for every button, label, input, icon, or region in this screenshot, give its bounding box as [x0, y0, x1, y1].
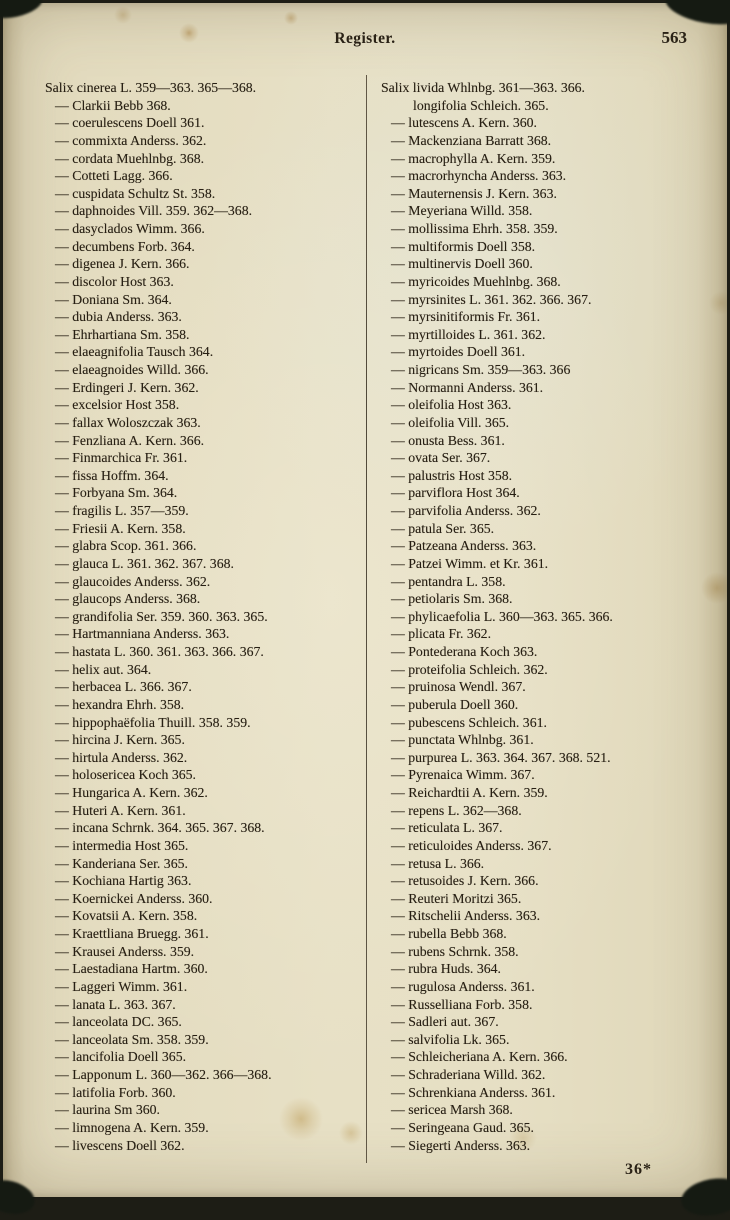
index-entry: — lancifolia Doell 365.: [55, 1049, 187, 1065]
index-entry: — ovata Ser. 367.: [391, 450, 491, 466]
index-entry: — Siegerti Anderss. 363.: [391, 1137, 531, 1153]
index-entry: — Fenzliana A. Kern. 366.: [55, 432, 205, 448]
index-entry: — holosericea Koch 365.: [55, 767, 196, 783]
scan-corner-artifact: [0, 0, 45, 23]
index-entry: — livescens Doell 362.: [55, 1137, 185, 1153]
index-entry: — discolor Host 363.: [55, 273, 174, 289]
scan-corner-artifact: [663, 0, 730, 30]
page-header-row: [3, 30, 727, 48]
index-entry: — Pontederana Koch 363.: [391, 644, 538, 659]
index-entry: — Mackenziana Barratt 368.: [391, 132, 552, 148]
index-entry: — Reuteri Moritzi 365.: [391, 890, 522, 906]
index-entry: — phylicaefolia L. 360—363. 365. 366.: [391, 608, 613, 624]
index-entry: — glabra Scop. 361. 366.: [55, 538, 197, 554]
index-entry: — myricoides Muehlnbg. 368.: [391, 273, 561, 289]
index-entry: — Lapponum L. 360—362. 366—368.: [55, 1067, 272, 1082]
index-entry: — macrorhyncha Anderss. 363.: [391, 168, 567, 184]
index-entry: — repens L. 362—368.: [391, 802, 522, 818]
index-entry: — proteifolia Schleich. 362.: [391, 661, 548, 677]
index-entry: longifolia Schleich. 365.: [413, 97, 549, 113]
printer-signature-mark: 36*: [625, 1161, 652, 1178]
index-entry: — Ehrhartiana Sm. 358.: [55, 326, 190, 342]
index-entry: — intermedia Host 365.: [55, 837, 189, 853]
index-entry: — puberula Doell 360.: [391, 696, 519, 712]
index-entry: — Krausei Anderss. 359.: [55, 943, 195, 959]
index-entry: — Erdingeri J. Kern. 362.: [55, 379, 199, 395]
index-entry: — plicata Fr. 362.: [391, 626, 492, 642]
index-entry: — hippophaëfolia Thuill. 358. 359.: [55, 714, 251, 730]
index-entry: — rubens Schrnk. 358.: [391, 943, 519, 959]
index-entry: — dasyclados Wimm. 366.: [55, 221, 205, 236]
index-entry: — Doniana Sm. 364.: [55, 291, 172, 307]
index-entry: — hastata L. 360. 361. 363. 366. 367.: [55, 644, 264, 659]
index-entry: — Cotteti Lagg. 366.: [55, 168, 173, 184]
index-entry: — latifolia Forb. 360.: [55, 1084, 176, 1100]
index-entry: — herbacea L. 366. 367.: [55, 679, 192, 695]
index-entry: — Huteri A. Kern. 361.: [55, 802, 186, 818]
index-entry: — Mauternensis J. Kern. 363.: [391, 185, 557, 201]
index-entry: — Schleicheriana A. Kern. 366.: [391, 1049, 568, 1065]
index-entry: — Kochiana Hartig 363.: [55, 873, 192, 889]
index-entry: — Laggeri Wimm. 361.: [55, 978, 188, 994]
index-entry: — myrtilloides L. 361. 362.: [391, 326, 546, 342]
index-entry: — Forbyana Sm. 364.: [55, 485, 178, 501]
index-entry: — rubra Huds. 364.: [391, 961, 501, 977]
index-entry: — pubescens Schleich. 361.: [391, 714, 547, 730]
index-entry: — retusa L. 366.: [391, 855, 485, 871]
scan-corner-artifact: [0, 1175, 38, 1219]
index-entry: — hircina J. Kern. 365.: [55, 732, 185, 748]
index-entry: — fissa Hoffm. 364.: [55, 467, 169, 483]
scanned-book-page: [3, 3, 727, 1197]
index-entry: — punctata Whlnbg. 361.: [391, 732, 534, 748]
index-entry: — Friesii A. Kern. 358.: [55, 520, 186, 536]
column-divider-rule: [366, 75, 367, 1163]
index-entry: — myrsinitiformis Fr. 361.: [391, 309, 541, 325]
index-entry: — hexandra Ehrh. 358.: [55, 696, 185, 712]
index-entry: — sericea Marsh 368.: [391, 1102, 513, 1118]
index-entry: — Laestadiana Hartm. 360.: [55, 961, 208, 977]
index-entry: — patula Ser. 365.: [391, 520, 495, 536]
index-entry: — Clarkii Bebb 368.: [55, 97, 171, 113]
index-entry: — onusta Bess. 361.: [391, 432, 505, 448]
index-entry: — limnogena A. Kern. 359.: [55, 1119, 209, 1135]
index-entry: — Normanni Anderss. 361.: [391, 379, 544, 395]
index-entry: — elaeagnifolia Tausch 364.: [55, 344, 214, 360]
index-entry: — hirtula Anderss. 362.: [55, 749, 188, 765]
index-entry: — dubia Anderss. 363.: [55, 309, 182, 325]
index-entry: — excelsior Host 358.: [55, 397, 180, 413]
index-entry: — lutescens A. Kern. 360.: [391, 115, 537, 131]
index-entry: — palustris Host 358.: [391, 467, 513, 483]
index-entry: — decumbens Forb. 364.: [55, 238, 195, 254]
index-entry: Salix cinerea L. 359—363. 365—368.: [45, 80, 257, 95]
index-entry: — macrophylla A. Kern. 359.: [391, 150, 556, 166]
index-entry: — lanceolata DC. 365.: [55, 1014, 182, 1030]
index-entry: — reticulata L. 367.: [391, 820, 503, 836]
index-entry: — Hungarica A. Kern. 362.: [55, 785, 208, 800]
index-entry: — cordata Muehlnbg. 368.: [55, 150, 205, 166]
index-entry: — grandifolia Ser. 359. 360. 363. 365.: [55, 608, 268, 624]
index-entry: — elaeagnoides Willd. 366.: [55, 362, 209, 377]
index-entry: — retusoides J. Kern. 366.: [391, 873, 539, 889]
index-entry: Salix livida Whlnbg. 361—363. 366.: [381, 80, 586, 95]
index-entry: — reticuloides Anderss. 367.: [391, 837, 552, 853]
index-entry: — myrtoides Doell 361.: [391, 344, 526, 360]
index-entry: — mollissima Ehrh. 358. 359.: [391, 221, 558, 236]
index-entry: — salvifolia Lk. 365.: [391, 1031, 510, 1047]
index-entry: — pentandra L. 358.: [391, 573, 506, 589]
index-entry: — helix aut. 364.: [55, 661, 152, 677]
index-entry: — fallax Woloszczak 363.: [55, 414, 201, 430]
index-entry: — Pyrenaica Wimm. 367.: [391, 767, 535, 783]
scan-corner-artifact: [678, 1174, 730, 1220]
index-entry: — Reichardtii A. Kern. 359.: [391, 785, 548, 800]
index-entry: — Hartmanniana Anderss. 363.: [55, 626, 230, 642]
index-entry: — Sadleri aut. 367.: [391, 1014, 499, 1030]
index-entry: — Ritschelii Anderss. 363.: [391, 908, 541, 924]
index-entry: — digenea J. Kern. 366.: [55, 256, 190, 272]
index-entry: — Patzei Wimm. et Kr. 361.: [391, 555, 549, 571]
index-entry: — petiolaris Sm. 368.: [391, 591, 513, 607]
index-entry: — multinervis Doell 360.: [391, 256, 533, 272]
index-entry: — daphnoides Vill. 359. 362—368.: [55, 203, 253, 219]
index-entry: — pruinosa Wendl. 367.: [391, 679, 526, 695]
index-column-right: [381, 79, 711, 1154]
index-entry: — Schrenkiana Anderss. 361.: [391, 1084, 556, 1100]
running-head: Register.: [334, 30, 396, 47]
index-entry: — Russelliana Forb. 358.: [391, 996, 533, 1012]
index-entry: — incana Schrnk. 364. 365. 367. 368.: [55, 820, 265, 836]
index-entry: — purpurea L. 363. 364. 367. 368. 521.: [391, 749, 611, 765]
index-entry: — oleifolia Host 363.: [391, 397, 512, 413]
index-entry: — Kanderiana Ser. 365.: [55, 855, 188, 871]
index-entry: — coerulescens Doell 361.: [55, 115, 205, 131]
index-entry: — Seringeana Gaud. 365.: [391, 1119, 534, 1135]
index-entry: — cuspidata Schultz St. 358.: [55, 185, 216, 201]
index-entry: — parviflora Host 364.: [391, 485, 520, 501]
index-entry: — Schraderiana Willd. 362.: [391, 1067, 546, 1082]
page-number: 563: [661, 28, 687, 47]
index-entry: — glaucoides Anderss. 362.: [55, 573, 211, 589]
index-entry: — nigricans Sm. 359—363. 366: [391, 362, 571, 377]
index-entry: — rugulosa Anderss. 361.: [391, 978, 535, 994]
index-entry: — glaucops Anderss. 368.: [55, 591, 201, 607]
index-entry: — oleifolia Vill. 365.: [391, 414, 510, 430]
index-entry: — Koernickei Anderss. 360.: [55, 890, 213, 906]
index-entry: — lanceolata Sm. 358. 359.: [55, 1031, 209, 1047]
index-entry: — rubella Bebb 368.: [391, 926, 507, 941]
index-entry: — Patzeana Anderss. 363.: [391, 538, 537, 554]
index-entry: — lanata L. 363. 367.: [55, 996, 176, 1012]
index-entry: — laurina Sm 360.: [55, 1102, 160, 1118]
index-entry: — Kraettliana Bruegg. 361.: [55, 926, 209, 941]
index-entry: — parvifolia Anderss. 362.: [391, 503, 541, 518]
index-column-left: [45, 79, 360, 1154]
index-entry: — fragilis L. 357—359.: [55, 503, 189, 518]
index-entry: — myrsinites L. 361. 362. 366. 367.: [391, 291, 592, 307]
index-entry: — multiformis Doell 358.: [391, 238, 536, 254]
index-entry: — Kovatsii A. Kern. 358.: [55, 908, 198, 924]
index-entry: — commixta Anderss. 362.: [55, 132, 207, 148]
index-entry: — Meyeriana Willd. 358.: [391, 203, 533, 219]
index-entry: — Finmarchica Fr. 361.: [55, 450, 188, 466]
index-entry: — glauca L. 361. 362. 367. 368.: [55, 555, 234, 571]
